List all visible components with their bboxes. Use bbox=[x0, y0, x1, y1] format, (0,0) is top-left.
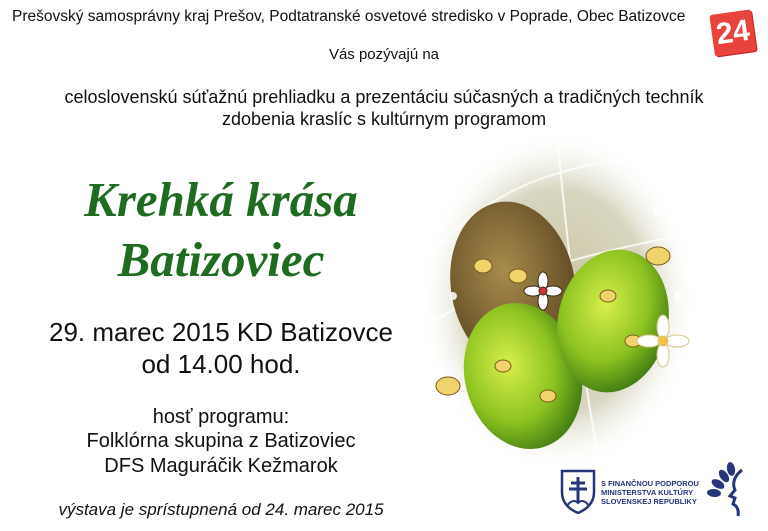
subtitle-line-2: zdobenia kraslíc s kultúrnym programom bbox=[221, 109, 547, 129]
sponsor-line-1: S FINANČNOU PODPOROU bbox=[601, 479, 699, 488]
guest-1: Folklórna skupina z Batizoviec bbox=[86, 430, 356, 452]
event-title-line-2: Batizoviec bbox=[117, 232, 325, 287]
organizers-line: Prešovský samosprávny kraj Prešov, Podtatranské osvetové stredisko v Poprade, Obec Batizovce bbox=[12, 8, 686, 25]
sponsor-line-2: MINISTERSTVA KULTÚRY bbox=[601, 488, 694, 497]
easter-eggs-illustration bbox=[408, 126, 698, 476]
event-title-line-1: Krehká krása bbox=[84, 172, 358, 227]
slovak-crest-icon bbox=[559, 468, 597, 514]
ministry-face-icon bbox=[704, 462, 758, 522]
sponsor-text bbox=[601, 479, 705, 506]
site-logo-24: 24 bbox=[709, 9, 756, 56]
guest-2: DFS Maguráčik Kežmarok bbox=[104, 455, 338, 477]
event-time: od 14.00 hod. bbox=[141, 349, 301, 379]
program-label: hosť programu: bbox=[152, 406, 290, 428]
sponsor-line-3: SLOVENSKEJ REPUBLIKY bbox=[601, 497, 697, 506]
event-subtitle bbox=[0, 86, 768, 130]
event-date-place: 29. marec 2015 KD Batizovce bbox=[49, 317, 393, 347]
exhibition-note: výstava je sprístupnená od 24. marec 2015 bbox=[58, 500, 384, 519]
invite-text: Vás pozývajú na bbox=[328, 46, 440, 63]
subtitle-line-1: celoslovenskú súťažnú prehliadku a prezentáciu súčasných a tradičných techník bbox=[64, 87, 704, 107]
